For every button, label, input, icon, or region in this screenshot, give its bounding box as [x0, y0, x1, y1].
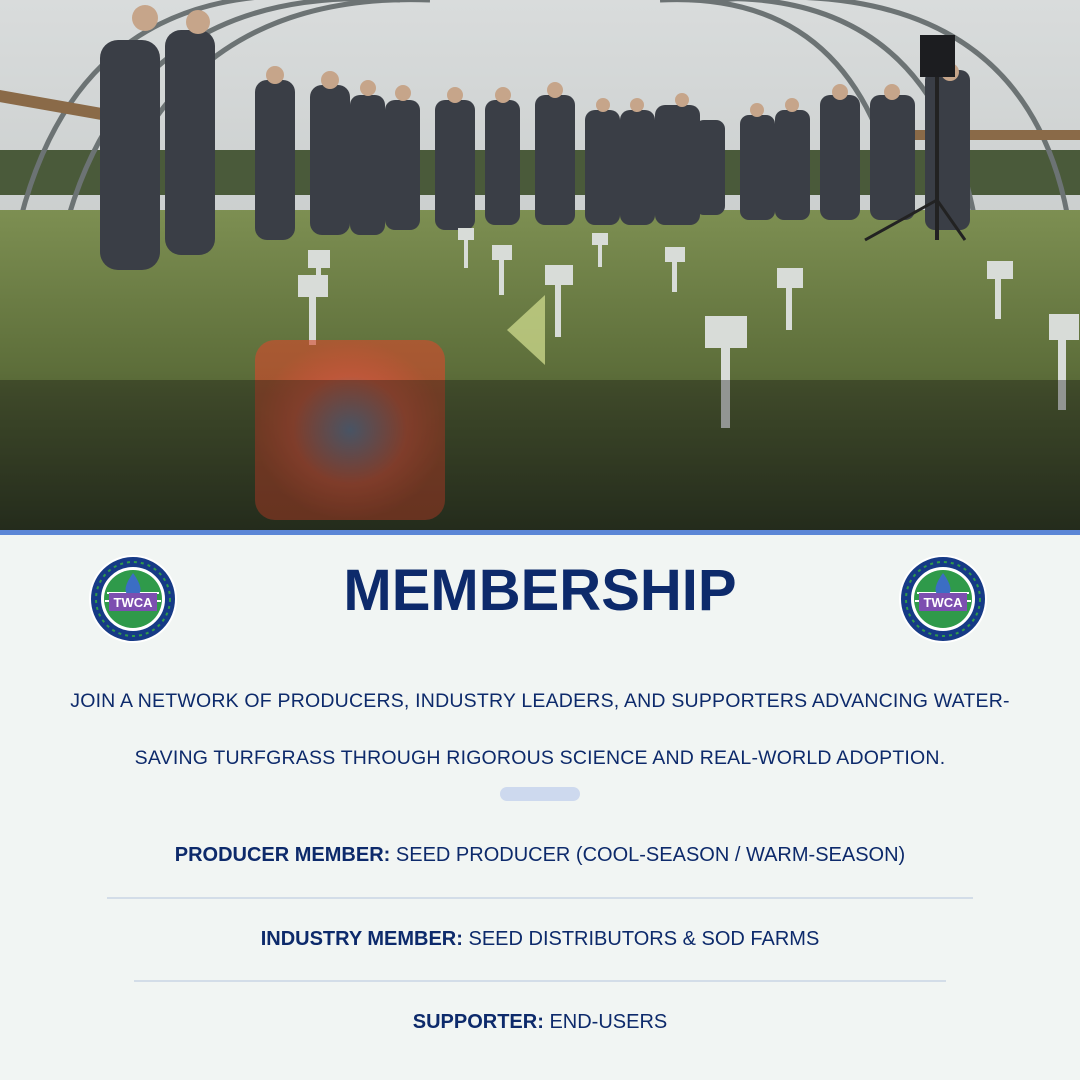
divider	[107, 897, 973, 899]
membership-label: INDUSTRY MEMBER:	[260, 928, 463, 950]
logo-text: TWCA	[113, 595, 153, 610]
divider	[134, 980, 946, 982]
separator-pill	[500, 787, 580, 801]
twca-logo-right	[897, 553, 989, 645]
membership-value: SEED DISTRIBUTORS & SOD FARMS	[468, 928, 820, 950]
hero-image	[0, 0, 1080, 530]
membership-label: PRODUCER MEMBER:	[174, 844, 391, 866]
hero-photo	[0, 0, 1080, 530]
intro-text: JOIN A NETWORK OF PRODUCERS, INDUSTRY LEADERS, AND SUPPORTERS ADVANCING WATER-SAVING TURFGRASS THROUGH RIGOROUS SCIENCE AND REAL-WORLD ADOPTION.	[70, 690, 1010, 769]
membership-label: SUPPORTER:	[412, 1011, 544, 1033]
logo-text: TWCA	[923, 595, 963, 610]
membership-industry	[0, 928, 1080, 951]
membership-value: END-USERS	[549, 1011, 668, 1033]
membership-producer	[0, 844, 1080, 867]
membership-panel	[0, 535, 1080, 1080]
page-title: MEMBERSHIP	[343, 558, 737, 623]
membership-supporter	[0, 1011, 1080, 1034]
membership-value: SEED PRODUCER (COOL-SEASON / WARM-SEASON)	[395, 844, 906, 866]
